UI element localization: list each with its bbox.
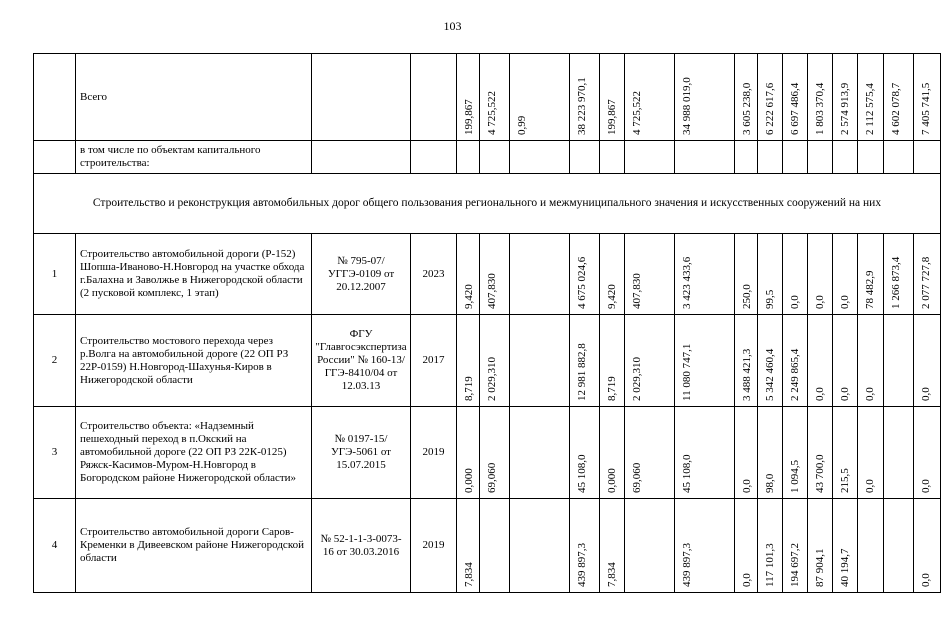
cell-value: 78 482,9 bbox=[864, 270, 876, 309]
cell-value: 3 423 433,6 bbox=[681, 256, 693, 309]
value-cell bbox=[457, 407, 480, 499]
object-name: Строительство автомобильной дороги (Р-152) Шопша-Иваново-Н.Новгород на участке обхода г.Балахна и Заволжье в Нижегородской области (2 пусковой комплекс, 1 этап) bbox=[76, 234, 312, 315]
cell-value: 4 675 024,6 bbox=[576, 256, 588, 309]
cell-value: 439 897,3 bbox=[681, 543, 693, 587]
cell-value: 69,060 bbox=[486, 462, 498, 493]
completion-year: 2017 bbox=[411, 315, 457, 407]
empty-cell bbox=[833, 141, 858, 174]
expertise-doc: № 52-1-1-3-0073-16 от 30.03.2016 bbox=[312, 499, 411, 593]
year-cell bbox=[411, 54, 457, 141]
table-row bbox=[34, 499, 941, 593]
value-cell bbox=[833, 407, 858, 499]
value-cell bbox=[600, 315, 625, 407]
cell-value: 0,000 bbox=[606, 468, 618, 493]
value-cell bbox=[625, 54, 675, 141]
cell-value: 2 249 865,4 bbox=[789, 348, 801, 401]
empty-cell bbox=[884, 141, 914, 174]
empty-cell bbox=[914, 141, 941, 174]
empty-cell bbox=[675, 141, 735, 174]
value-cell bbox=[858, 54, 884, 141]
cell-value: 98,0 bbox=[764, 473, 776, 493]
doc-cell bbox=[312, 141, 411, 174]
cell-value: 45 108,0 bbox=[681, 454, 693, 493]
doc-cell bbox=[312, 54, 411, 141]
cell-value: 0,0 bbox=[864, 387, 876, 401]
cell-value: 0,0 bbox=[814, 387, 826, 401]
cell-value: 194 697,2 bbox=[789, 543, 801, 587]
section-header-row bbox=[34, 174, 941, 234]
value-cell bbox=[858, 407, 884, 499]
cell-value: 250,0 bbox=[741, 284, 753, 309]
cell-value: 9,420 bbox=[606, 284, 618, 309]
value-cell bbox=[570, 54, 600, 141]
value-cell bbox=[480, 499, 510, 593]
value-cell bbox=[735, 499, 758, 593]
value-cell bbox=[808, 499, 833, 593]
value-cell bbox=[884, 234, 914, 315]
cell-value: 439 897,3 bbox=[576, 543, 588, 587]
value-cell bbox=[600, 407, 625, 499]
value-cell bbox=[833, 499, 858, 593]
cell-value: 6 697 486,4 bbox=[789, 82, 801, 135]
value-cell bbox=[783, 315, 808, 407]
value-cell bbox=[510, 54, 570, 141]
cell-value: 0,0 bbox=[789, 295, 801, 309]
cell-value: 5 342 460,4 bbox=[764, 348, 776, 401]
value-cell bbox=[457, 54, 480, 141]
value-cell bbox=[675, 315, 735, 407]
value-cell bbox=[625, 315, 675, 407]
value-cell bbox=[914, 54, 941, 141]
cell-value: 87 904,1 bbox=[814, 548, 826, 587]
empty-cell bbox=[735, 141, 758, 174]
empty-cell bbox=[480, 141, 510, 174]
cell-value: 7,834 bbox=[463, 562, 475, 587]
value-cell bbox=[735, 234, 758, 315]
value-cell bbox=[510, 499, 570, 593]
value-cell bbox=[783, 499, 808, 593]
completion-year: 2019 bbox=[411, 499, 457, 593]
cell-value: 199,867 bbox=[606, 99, 618, 135]
cell-value: 9,420 bbox=[463, 284, 475, 309]
empty-cell bbox=[758, 141, 783, 174]
cell-value: 6 222 617,6 bbox=[764, 82, 776, 135]
cell-value: 2 574 913,9 bbox=[839, 82, 851, 135]
empty-cell bbox=[457, 141, 480, 174]
cell-value: 1 803 370,4 bbox=[814, 82, 826, 135]
cell-value: 3 488 421,3 bbox=[741, 348, 753, 401]
value-cell bbox=[914, 499, 941, 593]
value-cell bbox=[783, 407, 808, 499]
value-cell bbox=[480, 234, 510, 315]
value-cell bbox=[570, 234, 600, 315]
value-cell bbox=[735, 407, 758, 499]
cell-value: 11 080 747,1 bbox=[681, 343, 693, 401]
cell-value: 0,0 bbox=[920, 387, 932, 401]
cell-value: 0,000 bbox=[463, 468, 475, 493]
cell-value: 2 077 727,8 bbox=[920, 256, 932, 309]
cell-value: 7,834 bbox=[606, 562, 618, 587]
value-cell bbox=[884, 499, 914, 593]
value-cell bbox=[675, 234, 735, 315]
value-cell bbox=[457, 234, 480, 315]
empty-cell bbox=[600, 141, 625, 174]
num-cell bbox=[34, 141, 76, 174]
value-cell bbox=[625, 234, 675, 315]
row-number: 2 bbox=[34, 315, 76, 407]
value-cell bbox=[914, 407, 941, 499]
cell-value: 2 112 575,4 bbox=[864, 83, 876, 135]
value-cell bbox=[600, 54, 625, 141]
value-cell bbox=[625, 499, 675, 593]
value-cell bbox=[783, 234, 808, 315]
subheader-label: в том числе по объектам капитального строительства: bbox=[76, 141, 312, 174]
table-row bbox=[34, 315, 941, 407]
cell-value: 0,0 bbox=[741, 479, 753, 493]
cell-value: 1 094,5 bbox=[789, 460, 801, 493]
cell-value: 0,0 bbox=[741, 573, 753, 587]
value-cell bbox=[570, 315, 600, 407]
value-cell bbox=[884, 407, 914, 499]
cell-value: 0,0 bbox=[839, 387, 851, 401]
value-cell bbox=[600, 499, 625, 593]
cell-value: 0,0 bbox=[920, 573, 932, 587]
value-cell bbox=[510, 407, 570, 499]
empty-cell bbox=[808, 141, 833, 174]
value-cell bbox=[735, 54, 758, 141]
year-cell bbox=[411, 141, 457, 174]
cell-value: 117 101,3 bbox=[764, 543, 776, 587]
cell-value: 2 029,310 bbox=[631, 357, 643, 401]
value-cell bbox=[570, 499, 600, 593]
cell-value: 4 602 078,7 bbox=[890, 82, 902, 135]
value-cell bbox=[884, 54, 914, 141]
value-cell bbox=[735, 315, 758, 407]
value-cell bbox=[480, 407, 510, 499]
cell-value: 407,830 bbox=[631, 273, 643, 309]
value-cell bbox=[510, 234, 570, 315]
empty-cell bbox=[625, 141, 675, 174]
subheader-row bbox=[34, 141, 941, 174]
expertise-doc: № 0197-15/УГЭ-5061 от 15.07.2015 bbox=[312, 407, 411, 499]
cell-value: 34 988 019,0 bbox=[681, 77, 693, 135]
cell-value: 0,0 bbox=[864, 479, 876, 493]
value-cell bbox=[833, 234, 858, 315]
empty-cell bbox=[783, 141, 808, 174]
row-number: 4 bbox=[34, 499, 76, 593]
cell-value: 69,060 bbox=[631, 462, 643, 493]
cell-value: 40 194,7 bbox=[839, 548, 851, 587]
object-name: Строительство объекта: «Надземный пешеходный переход в п.Окский на автомобильной дороге (22 ОП РЗ 22К-0125) Ряжск-Касимов-Муром-Н.Новгород в Богородском районе Нижегородской области» bbox=[76, 407, 312, 499]
value-cell bbox=[675, 54, 735, 141]
value-cell bbox=[808, 315, 833, 407]
completion-year: 2023 bbox=[411, 234, 457, 315]
total-label: Всего bbox=[76, 54, 312, 141]
value-cell bbox=[758, 54, 783, 141]
value-cell bbox=[758, 315, 783, 407]
cell-value: 12 981 882,8 bbox=[576, 343, 588, 401]
value-cell bbox=[457, 315, 480, 407]
page-number: 103 bbox=[443, 19, 462, 33]
table-row bbox=[34, 407, 941, 499]
cell-value: 7 405 741,5 bbox=[920, 82, 932, 135]
completion-year: 2019 bbox=[411, 407, 457, 499]
cell-value: 99,5 bbox=[764, 289, 776, 309]
value-cell bbox=[914, 234, 941, 315]
value-cell bbox=[758, 407, 783, 499]
value-cell bbox=[480, 315, 510, 407]
cell-value: 8,719 bbox=[463, 376, 475, 401]
value-cell bbox=[914, 315, 941, 407]
cell-value: 1 266 873,4 bbox=[890, 256, 902, 309]
object-name: Строительство автомобильной дороги Саров-Кременки в Дивеевском районе Нижегородской области bbox=[76, 499, 312, 593]
cell-value: 199,867 bbox=[463, 99, 475, 135]
cell-value: 215,5 bbox=[839, 468, 851, 493]
value-cell bbox=[808, 234, 833, 315]
cell-value: 4 725,522 bbox=[631, 91, 643, 135]
empty-cell bbox=[570, 141, 600, 174]
expertise-doc: № 795-07/УГГЭ-0109 от 20.12.2007 bbox=[312, 234, 411, 315]
section-header: Строительство и реконструкция автомобильных дорог общего пользования регионального и межмуниципального значения и искусственных сооружений на них bbox=[34, 174, 941, 234]
cell-value: 43 700,0 bbox=[814, 454, 826, 493]
cell-value: 38 223 970,1 bbox=[576, 77, 588, 135]
total-row bbox=[34, 54, 941, 141]
cell-value: 0,0 bbox=[839, 295, 851, 309]
value-cell bbox=[858, 234, 884, 315]
value-cell bbox=[884, 315, 914, 407]
cell-value: 8,719 bbox=[606, 376, 618, 401]
row-number: 1 bbox=[34, 234, 76, 315]
row-number: 3 bbox=[34, 407, 76, 499]
value-cell bbox=[457, 499, 480, 593]
value-cell bbox=[675, 499, 735, 593]
cell-value: 407,830 bbox=[486, 273, 498, 309]
empty-cell bbox=[510, 141, 570, 174]
value-cell bbox=[858, 315, 884, 407]
value-cell bbox=[808, 54, 833, 141]
cell-value: 45 108,0 bbox=[576, 454, 588, 493]
value-cell bbox=[758, 234, 783, 315]
table-row bbox=[34, 234, 941, 315]
cell-value: 3 605 238,0 bbox=[741, 82, 753, 135]
expertise-doc: ФГУ "Главгосэкспертиза России" № 160-13/ГГЭ-8410/04 от 12.03.13 bbox=[312, 315, 411, 407]
empty-cell bbox=[858, 141, 884, 174]
budget-table bbox=[33, 53, 941, 593]
cell-value: 2 029,310 bbox=[486, 357, 498, 401]
value-cell bbox=[758, 499, 783, 593]
value-cell bbox=[808, 407, 833, 499]
value-cell bbox=[570, 407, 600, 499]
value-cell bbox=[480, 54, 510, 141]
num-cell bbox=[34, 54, 76, 141]
value-cell bbox=[625, 407, 675, 499]
cell-value: 0,99 bbox=[516, 115, 528, 135]
value-cell bbox=[833, 54, 858, 141]
cell-value: 0,0 bbox=[920, 479, 932, 493]
cell-value: 0,0 bbox=[814, 295, 826, 309]
value-cell bbox=[833, 315, 858, 407]
value-cell bbox=[600, 234, 625, 315]
object-name: Строительство мостового перехода через р.Волга на автомобильной дороге (22 ОП РЗ 22Р-0159) Н.Новгород-Шахунья-Киров в Нижегородской области bbox=[76, 315, 312, 407]
value-cell bbox=[675, 407, 735, 499]
value-cell bbox=[783, 54, 808, 141]
cell-value: 4 725,522 bbox=[486, 91, 498, 135]
value-cell bbox=[510, 315, 570, 407]
value-cell bbox=[858, 499, 884, 593]
